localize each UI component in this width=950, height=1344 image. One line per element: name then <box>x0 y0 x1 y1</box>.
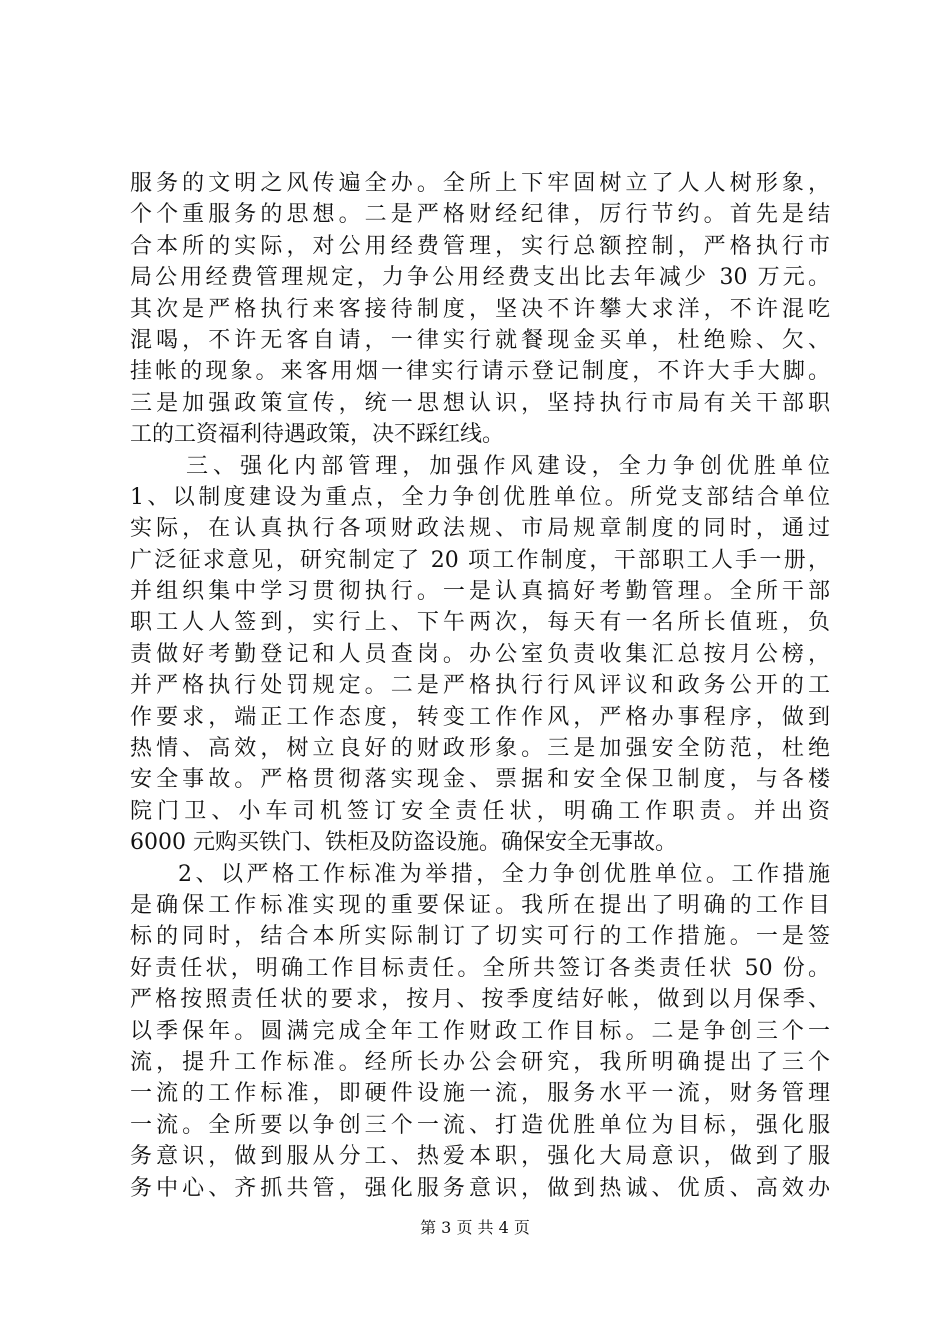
text-line: 严格按照责任状的要求，按月、按季度结好帐，做到以月保季、 <box>130 987 830 1013</box>
text-line: 工的工资福利待遇政策，决不踩红线。 <box>130 422 505 448</box>
text-line: 并组织集中学习贯彻执行。一是认真搞好考勤管理。全所干部 <box>130 579 830 605</box>
text-line: 挂帐的现象。来客用烟一律实行请示登记制度，不许大手大脚。 <box>130 359 830 385</box>
text-line: 其次是严格执行来客接待制度，坚决不许攀大求洋，不许混吃 <box>130 296 830 322</box>
text-line: 标的同时，结合本所实际制订了切实可行的工作措施。一是签 <box>130 924 830 950</box>
text-line: 是确保工作标准实现的重要保证。我所在提出了明确的工作目 <box>130 892 830 918</box>
text-line: 职工人人签到，实行上、下午两次，每天有一名所长值班，负 <box>130 610 830 636</box>
text-line: 实际，在认真执行各项财政法规、市局规章制度的同时，通过 <box>130 516 830 542</box>
document-body <box>130 168 830 1204</box>
page-footer: 第 3 页 共 4 页 <box>420 1218 530 1237</box>
text-line: 一流的工作标准，即硬件设施一流，服务水平一流，财务管理 <box>130 1081 830 1107</box>
text-line: 局公用经费管理规定，力争公用经费支出比去年减少 30 万元。 <box>130 265 830 291</box>
text-line: 2、以严格工作标准为举措，全力争创优胜单位。工作措施 <box>178 861 830 887</box>
text-line: 好责任状，明确工作目标责任。全所共签订各类责任状 50 份。 <box>130 955 830 981</box>
text-line: 作要求，端正工作态度，转变工作作风，严格办事程序，做到 <box>130 704 830 730</box>
text-line: 1、以制度建设为重点，全力争创优胜单位。所党支部结合单位 <box>130 484 830 510</box>
text-line: 务中心、齐抓共管，强化服务意识，做到热诚、优质、高效办 <box>130 1175 830 1201</box>
text-line: 三是加强政策宣传，统一思想认识，坚持执行市局有关干部职 <box>130 390 830 416</box>
text-line: 一流。全所要以争创三个一流、打造优胜单位为目标，强化服 <box>130 1112 830 1138</box>
text-line: 个个重服务的思想。二是严格财经纪律，厉行节约。首先是结 <box>130 202 830 228</box>
text-line: 热情、高效，树立良好的财政形象。三是加强安全防范，杜绝 <box>130 736 830 762</box>
text-line: 并严格执行处罚规定。二是严格执行行风评议和政务公开的工 <box>130 673 830 699</box>
text-line: 服务的文明之风传遍全办。全所上下牢固树立了人人树形象， <box>130 171 830 196</box>
text-line: 以季保年。圆满完成全年工作财政工作目标。二是争创三个一 <box>130 1018 830 1044</box>
text-line: 6000 元购买铁门、铁柜及防盗设施。确保安全无事故。 <box>130 830 677 856</box>
text-line: 责做好考勤登记和人员查岗。办公室负责收集汇总按月公榜， <box>130 641 830 667</box>
text-line: 流，提升工作标准。经所长办公会研究，我所明确提出了三个 <box>130 1049 830 1075</box>
text-line: 务意识，做到服从分工、热爱本职，强化大局意识，做到了服 <box>130 1144 830 1170</box>
text-line: 院门卫、小车司机签订安全责任状，明确工作职责。并出资 <box>130 798 830 824</box>
text-line: 广泛征求意见，研究制定了 20 项工作制度，干部职工人手一册， <box>130 547 830 573</box>
text-line: 混喝，不许无客自请，一律实行就餐现金买单，杜绝赊、欠、 <box>130 327 830 353</box>
text-line: 三、强化内部管理，加强作风建设，全力争创优胜单位 <box>186 453 830 479</box>
text-line: 安全事故。严格贯彻落实现金、票据和安全保卫制度，与各楼 <box>130 767 830 793</box>
text-line: 合本所的实际，对公用经费管理，实行总额控制，严格执行市 <box>130 233 830 259</box>
